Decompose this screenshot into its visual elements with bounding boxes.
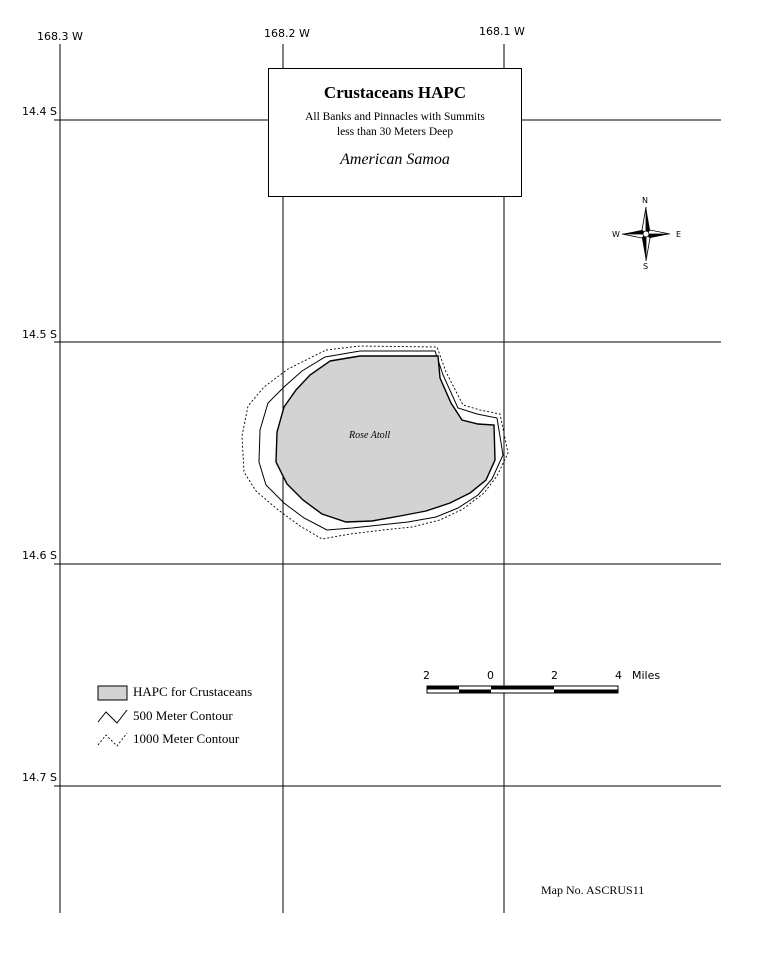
rose-atoll-label: Rose Atoll <box>349 430 391 441</box>
compass-north-label: N <box>642 196 648 205</box>
latitude-label-14-7: 14.7 S <box>22 771 57 784</box>
region-name: American Samoa <box>340 151 450 168</box>
latitude-label-14-6: 14.6 S <box>22 549 57 562</box>
legend-1000m-label: 1000 Meter Contour <box>133 731 240 746</box>
scale-label-4: 4 <box>615 669 622 682</box>
longitude-label-168-1: 168.1 W <box>479 25 525 38</box>
legend-500m-symbol <box>98 710 127 723</box>
map-number: Map No. ASCRUS11 <box>541 883 645 897</box>
longitude-label-168-3: 168.3 W <box>37 30 83 43</box>
compass-west-label: W <box>612 230 620 239</box>
legend-hapc-swatch <box>98 686 127 700</box>
scale-bar <box>427 686 618 693</box>
subtitle-line-1: All Banks and Pinnacles with Summits <box>305 111 485 123</box>
compass-rose-icon <box>622 207 670 261</box>
latitude-label-14-4: 14.4 S <box>22 105 57 118</box>
scale-label-0: 0 <box>487 669 494 682</box>
legend-1000m-symbol <box>98 733 127 746</box>
scale-label-2-right: 2 <box>551 669 558 682</box>
scale-label-2-left: 2 <box>423 669 430 682</box>
compass-south-label: S <box>643 262 649 271</box>
compass-east-label: E <box>676 230 682 239</box>
map-subtitle <box>269 110 521 140</box>
legend-hapc-label: HAPC for Crustaceans <box>133 684 253 699</box>
latitude-label-14-5: 14.5 S <box>22 328 57 341</box>
scale-unit-label: Miles <box>632 669 661 682</box>
longitude-label-168-2: 168.2 W <box>264 27 310 40</box>
subtitle-line-2: less than 30 Meters Deep <box>336 126 454 138</box>
map-title: Crustaceans HAPC <box>323 83 467 102</box>
legend-500m-label: 500 Meter Contour <box>133 708 233 723</box>
title-box <box>268 68 522 197</box>
